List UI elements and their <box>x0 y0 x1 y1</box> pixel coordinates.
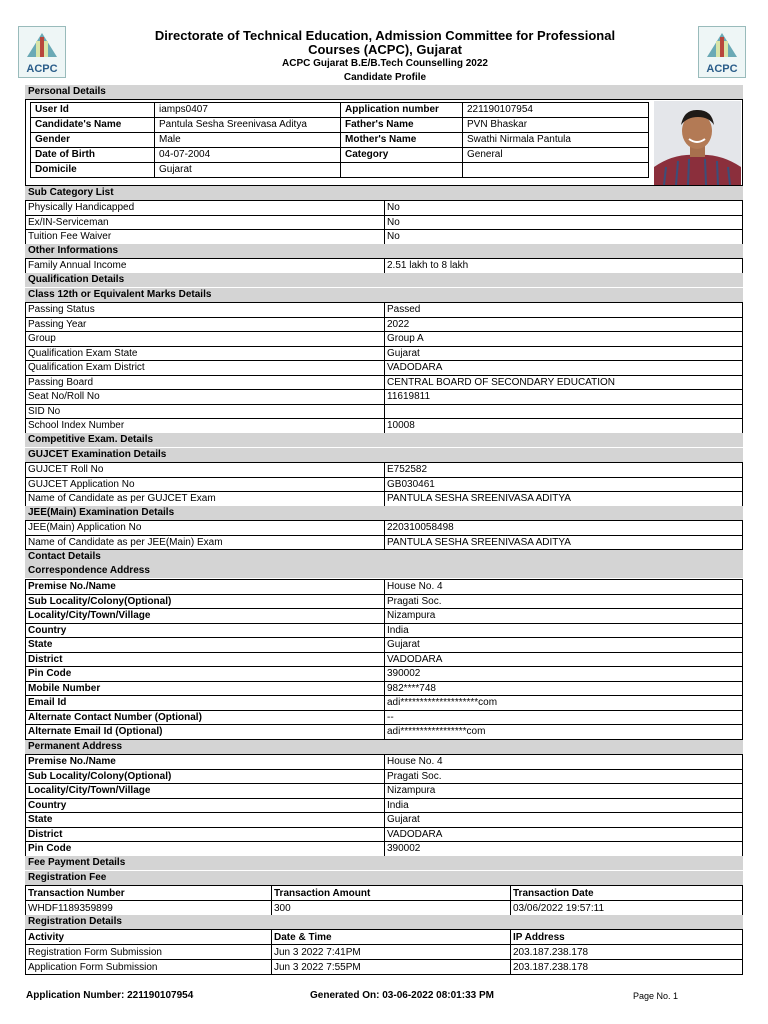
permanent-label: Country <box>26 798 385 813</box>
qualification-row <box>26 404 743 419</box>
qualification-row <box>26 390 743 405</box>
correspondence-value: -- <box>385 710 743 725</box>
fee-txn-number: WHDF1189359899 <box>26 901 272 916</box>
personal-label: Mother's Name <box>341 133 463 148</box>
section-gujcet: GUJCET Examination Details <box>25 448 743 462</box>
svg-text:ACPC: ACPC <box>706 63 738 75</box>
correspondence-value: Pragati Soc. <box>385 594 743 609</box>
personal-row <box>31 163 649 178</box>
qualification-value: 10008 <box>385 419 743 434</box>
correspondence-row <box>26 652 743 667</box>
registration-datetime: Jun 3 2022 7:41PM <box>272 945 511 960</box>
section-qualification: Qualification Details <box>25 273 743 287</box>
qualification-row <box>26 361 743 376</box>
page-subtitle: ACPC Gujarat B.E/B.Tech Counselling 2022 <box>282 58 488 69</box>
correspondence-row <box>26 623 743 638</box>
qualification-value: Gujarat <box>385 346 743 361</box>
registration-header-row <box>26 930 743 945</box>
permanent-row <box>26 827 743 842</box>
jee-table <box>25 520 743 550</box>
fee-table <box>25 885 743 916</box>
correspondence-label: Country <box>26 623 385 638</box>
qualification-row <box>26 346 743 361</box>
fee-date: 03/06/2022 19:57:11 <box>511 901 743 916</box>
registration-header-activity: Activity <box>26 930 272 945</box>
other-info-row <box>26 259 743 274</box>
sub-category-label: Ex/IN-Serviceman <box>26 215 385 230</box>
sub-category-row <box>26 215 743 230</box>
section-class12: Class 12th or Equivalent Marks Details <box>25 288 743 302</box>
personal-label: Application number <box>341 103 463 118</box>
permanent-row <box>26 842 743 857</box>
qualification-row <box>26 317 743 332</box>
candidate-photo <box>654 101 741 185</box>
personal-value <box>463 163 649 178</box>
fee-header-txn-number: Transaction Number <box>26 886 272 901</box>
footer-page-number: Page No. 1 <box>633 991 679 1001</box>
svg-text:ACPC: ACPC <box>26 63 58 75</box>
correspondence-label: Pin Code <box>26 667 385 682</box>
correspondence-value: House No. 4 <box>385 580 743 595</box>
correspondence-value: adi********************com <box>385 696 743 711</box>
gujcet-label: GUJCET Application No <box>26 477 385 492</box>
jee-label: JEE(Main) Application No <box>26 521 385 536</box>
personal-value: General <box>463 148 649 163</box>
fee-amount: 300 <box>272 901 511 916</box>
qualification-value: 2022 <box>385 317 743 332</box>
footer-application-number: Application Number: 221190107954 <box>26 990 194 1001</box>
correspondence-row <box>26 580 743 595</box>
personal-value: iamps0407 <box>155 103 341 118</box>
section-sub-category: Sub Category List <box>25 186 743 200</box>
qualification-table <box>25 302 743 434</box>
permanent-label: State <box>26 813 385 828</box>
personal-value: Swathi Nirmala Pantula <box>463 133 649 148</box>
personal-value: 04-07-2004 <box>155 148 341 163</box>
correspondence-row <box>26 609 743 624</box>
qualification-row <box>26 332 743 347</box>
jee-value: 220310058498 <box>385 521 743 536</box>
page-title: Directorate of Technical Education, Admission Committee for Professional Courses (ACPC), Gujarat <box>154 28 616 57</box>
permanent-row <box>26 813 743 828</box>
registration-datetime: Jun 3 2022 7:55PM <box>272 960 511 975</box>
permanent-value: India <box>385 798 743 813</box>
qualification-row <box>26 375 743 390</box>
personal-row <box>31 133 649 148</box>
registration-table <box>25 929 743 975</box>
fee-header-amount: Transaction Amount <box>272 886 511 901</box>
sub-category-label: Tuition Fee Waiver <box>26 230 385 245</box>
personal-row <box>31 148 649 163</box>
section-jee: JEE(Main) Examination Details <box>25 506 743 520</box>
correspondence-label: State <box>26 638 385 653</box>
section-other-info: Other Informations <box>25 244 743 258</box>
section-registration-details: Registration Details <box>25 915 743 929</box>
personal-label: Domicile <box>31 163 155 178</box>
qualification-label: Passing Year <box>26 317 385 332</box>
correspondence-table <box>25 579 743 740</box>
correspondence-row <box>26 710 743 725</box>
sub-category-row <box>26 230 743 245</box>
correspondence-row <box>26 594 743 609</box>
personal-label: Father's Name <box>341 118 463 133</box>
registration-row <box>26 945 743 960</box>
jee-value: PANTULA SESHA SREENIVASA ADITYA <box>385 535 743 550</box>
acpc-logo-left <box>18 26 66 78</box>
sub-category-value: No <box>385 230 743 245</box>
personal-label <box>341 163 463 178</box>
registration-row <box>26 960 743 975</box>
correspondence-value: 982****748 <box>385 681 743 696</box>
gujcet-row <box>26 492 743 507</box>
correspondence-label: Sub Locality/Colony(Optional) <box>26 594 385 609</box>
registration-ip: 203.187.238.178 <box>511 960 743 975</box>
other-info-label: Family Annual Income <box>26 259 385 274</box>
qualification-label: Passing Status <box>26 303 385 318</box>
registration-ip: 203.187.238.178 <box>511 945 743 960</box>
permanent-label: District <box>26 827 385 842</box>
qualification-value: Passed <box>385 303 743 318</box>
registration-activity: Registration Form Submission <box>26 945 272 960</box>
personal-label: User Id <box>31 103 155 118</box>
correspondence-row <box>26 696 743 711</box>
qualification-value: CENTRAL BOARD OF SECONDARY EDUCATION <box>385 375 743 390</box>
qualification-value: VADODARA <box>385 361 743 376</box>
gujcet-value: GB030461 <box>385 477 743 492</box>
correspondence-label: Alternate Contact Number (Optional) <box>26 710 385 725</box>
sub-category-row <box>26 201 743 216</box>
qualification-value: Group A <box>385 332 743 347</box>
sub-category-table <box>25 200 743 245</box>
jee-row <box>26 521 743 536</box>
gujcet-value: E752582 <box>385 463 743 478</box>
personal-value: Pantula Sesha Sreenivasa Aditya <box>155 118 341 133</box>
gujcet-label: Name of Candidate as per GUJCET Exam <box>26 492 385 507</box>
other-info-table <box>25 258 743 274</box>
qualification-label: Qualification Exam District <box>26 361 385 376</box>
permanent-value: Nizampura <box>385 784 743 799</box>
correspondence-row <box>26 667 743 682</box>
permanent-value: Gujarat <box>385 813 743 828</box>
gujcet-row <box>26 463 743 478</box>
permanent-value: Pragati Soc. <box>385 769 743 784</box>
qualification-label: School Index Number <box>26 419 385 434</box>
sub-category-value: No <box>385 215 743 230</box>
gujcet-table <box>25 462 743 507</box>
personal-details-table <box>30 102 649 178</box>
permanent-value: 390002 <box>385 842 743 857</box>
permanent-value: House No. 4 <box>385 755 743 770</box>
correspondence-value: Gujarat <box>385 638 743 653</box>
correspondence-row <box>26 638 743 653</box>
permanent-row <box>26 798 743 813</box>
qualification-row <box>26 419 743 434</box>
permanent-label: Premise No./Name <box>26 755 385 770</box>
jee-row <box>26 535 743 550</box>
permanent-row <box>26 755 743 770</box>
section-competitive-exam: Competitive Exam. Details <box>25 433 743 447</box>
permanent-label: Sub Locality/Colony(Optional) <box>26 769 385 784</box>
acpc-logo-right <box>698 26 746 78</box>
gujcet-value: PANTULA SESHA SREENIVASA ADITYA <box>385 492 743 507</box>
qualification-label: Passing Board <box>26 375 385 390</box>
correspondence-value: adi*****************com <box>385 725 743 740</box>
personal-label: Category <box>341 148 463 163</box>
permanent-table <box>25 754 743 857</box>
gujcet-label: GUJCET Roll No <box>26 463 385 478</box>
correspondence-row <box>26 681 743 696</box>
personal-label: Candidate's Name <box>31 118 155 133</box>
personal-label: Date of Birth <box>31 148 155 163</box>
permanent-label: Locality/City/Town/Village <box>26 784 385 799</box>
qualification-value <box>385 404 743 419</box>
correspondence-row <box>26 725 743 740</box>
correspondence-label: District <box>26 652 385 667</box>
section-personal-details: Personal Details <box>25 85 743 99</box>
other-info-value: 2.51 lakh to 8 lakh <box>385 259 743 274</box>
qualification-label: Qualification Exam State <box>26 346 385 361</box>
section-permanent: Permanent Address <box>25 740 743 754</box>
sub-category-value: No <box>385 201 743 216</box>
correspondence-value: 390002 <box>385 667 743 682</box>
permanent-label: Pin Code <box>26 842 385 857</box>
qualification-row <box>26 303 743 318</box>
section-correspondence: Correspondence Address <box>25 564 743 578</box>
document-title: Candidate Profile <box>343 72 427 83</box>
correspondence-value: Nizampura <box>385 609 743 624</box>
personal-value: Male <box>155 133 341 148</box>
correspondence-label: Mobile Number <box>26 681 385 696</box>
permanent-row <box>26 769 743 784</box>
correspondence-label: Alternate Email Id (Optional) <box>26 725 385 740</box>
correspondence-label: Locality/City/Town/Village <box>26 609 385 624</box>
personal-row <box>31 103 649 118</box>
footer-generated-on: Generated On: 03-06-2022 08:01:33 PM <box>310 990 494 1001</box>
correspondence-value: India <box>385 623 743 638</box>
jee-label: Name of Candidate as per JEE(Main) Exam <box>26 535 385 550</box>
permanent-value: VADODARA <box>385 827 743 842</box>
registration-header-datetime: Date & Time <box>272 930 511 945</box>
fee-header-date: Transaction Date <box>511 886 743 901</box>
registration-header-ip: IP Address <box>511 930 743 945</box>
qualification-label: Seat No/Roll No <box>26 390 385 405</box>
section-registration-fee: Registration Fee <box>25 871 743 885</box>
correspondence-label: Premise No./Name <box>26 580 385 595</box>
personal-value: 221190107954 <box>463 103 649 118</box>
sub-category-label: Physically Handicapped <box>26 201 385 216</box>
section-fee-payment: Fee Payment Details <box>25 856 743 870</box>
qualification-label: Group <box>26 332 385 347</box>
personal-value: Gujarat <box>155 163 341 178</box>
correspondence-label: Email Id <box>26 696 385 711</box>
registration-activity: Application Form Submission <box>26 960 272 975</box>
permanent-row <box>26 784 743 799</box>
qualification-value: 11619811 <box>385 390 743 405</box>
qualification-label: SID No <box>26 404 385 419</box>
gujcet-row <box>26 477 743 492</box>
correspondence-value: VADODARA <box>385 652 743 667</box>
personal-value: PVN Bhaskar <box>463 118 649 133</box>
personal-row <box>31 118 649 133</box>
section-contact: Contact Details <box>25 550 743 564</box>
personal-label: Gender <box>31 133 155 148</box>
